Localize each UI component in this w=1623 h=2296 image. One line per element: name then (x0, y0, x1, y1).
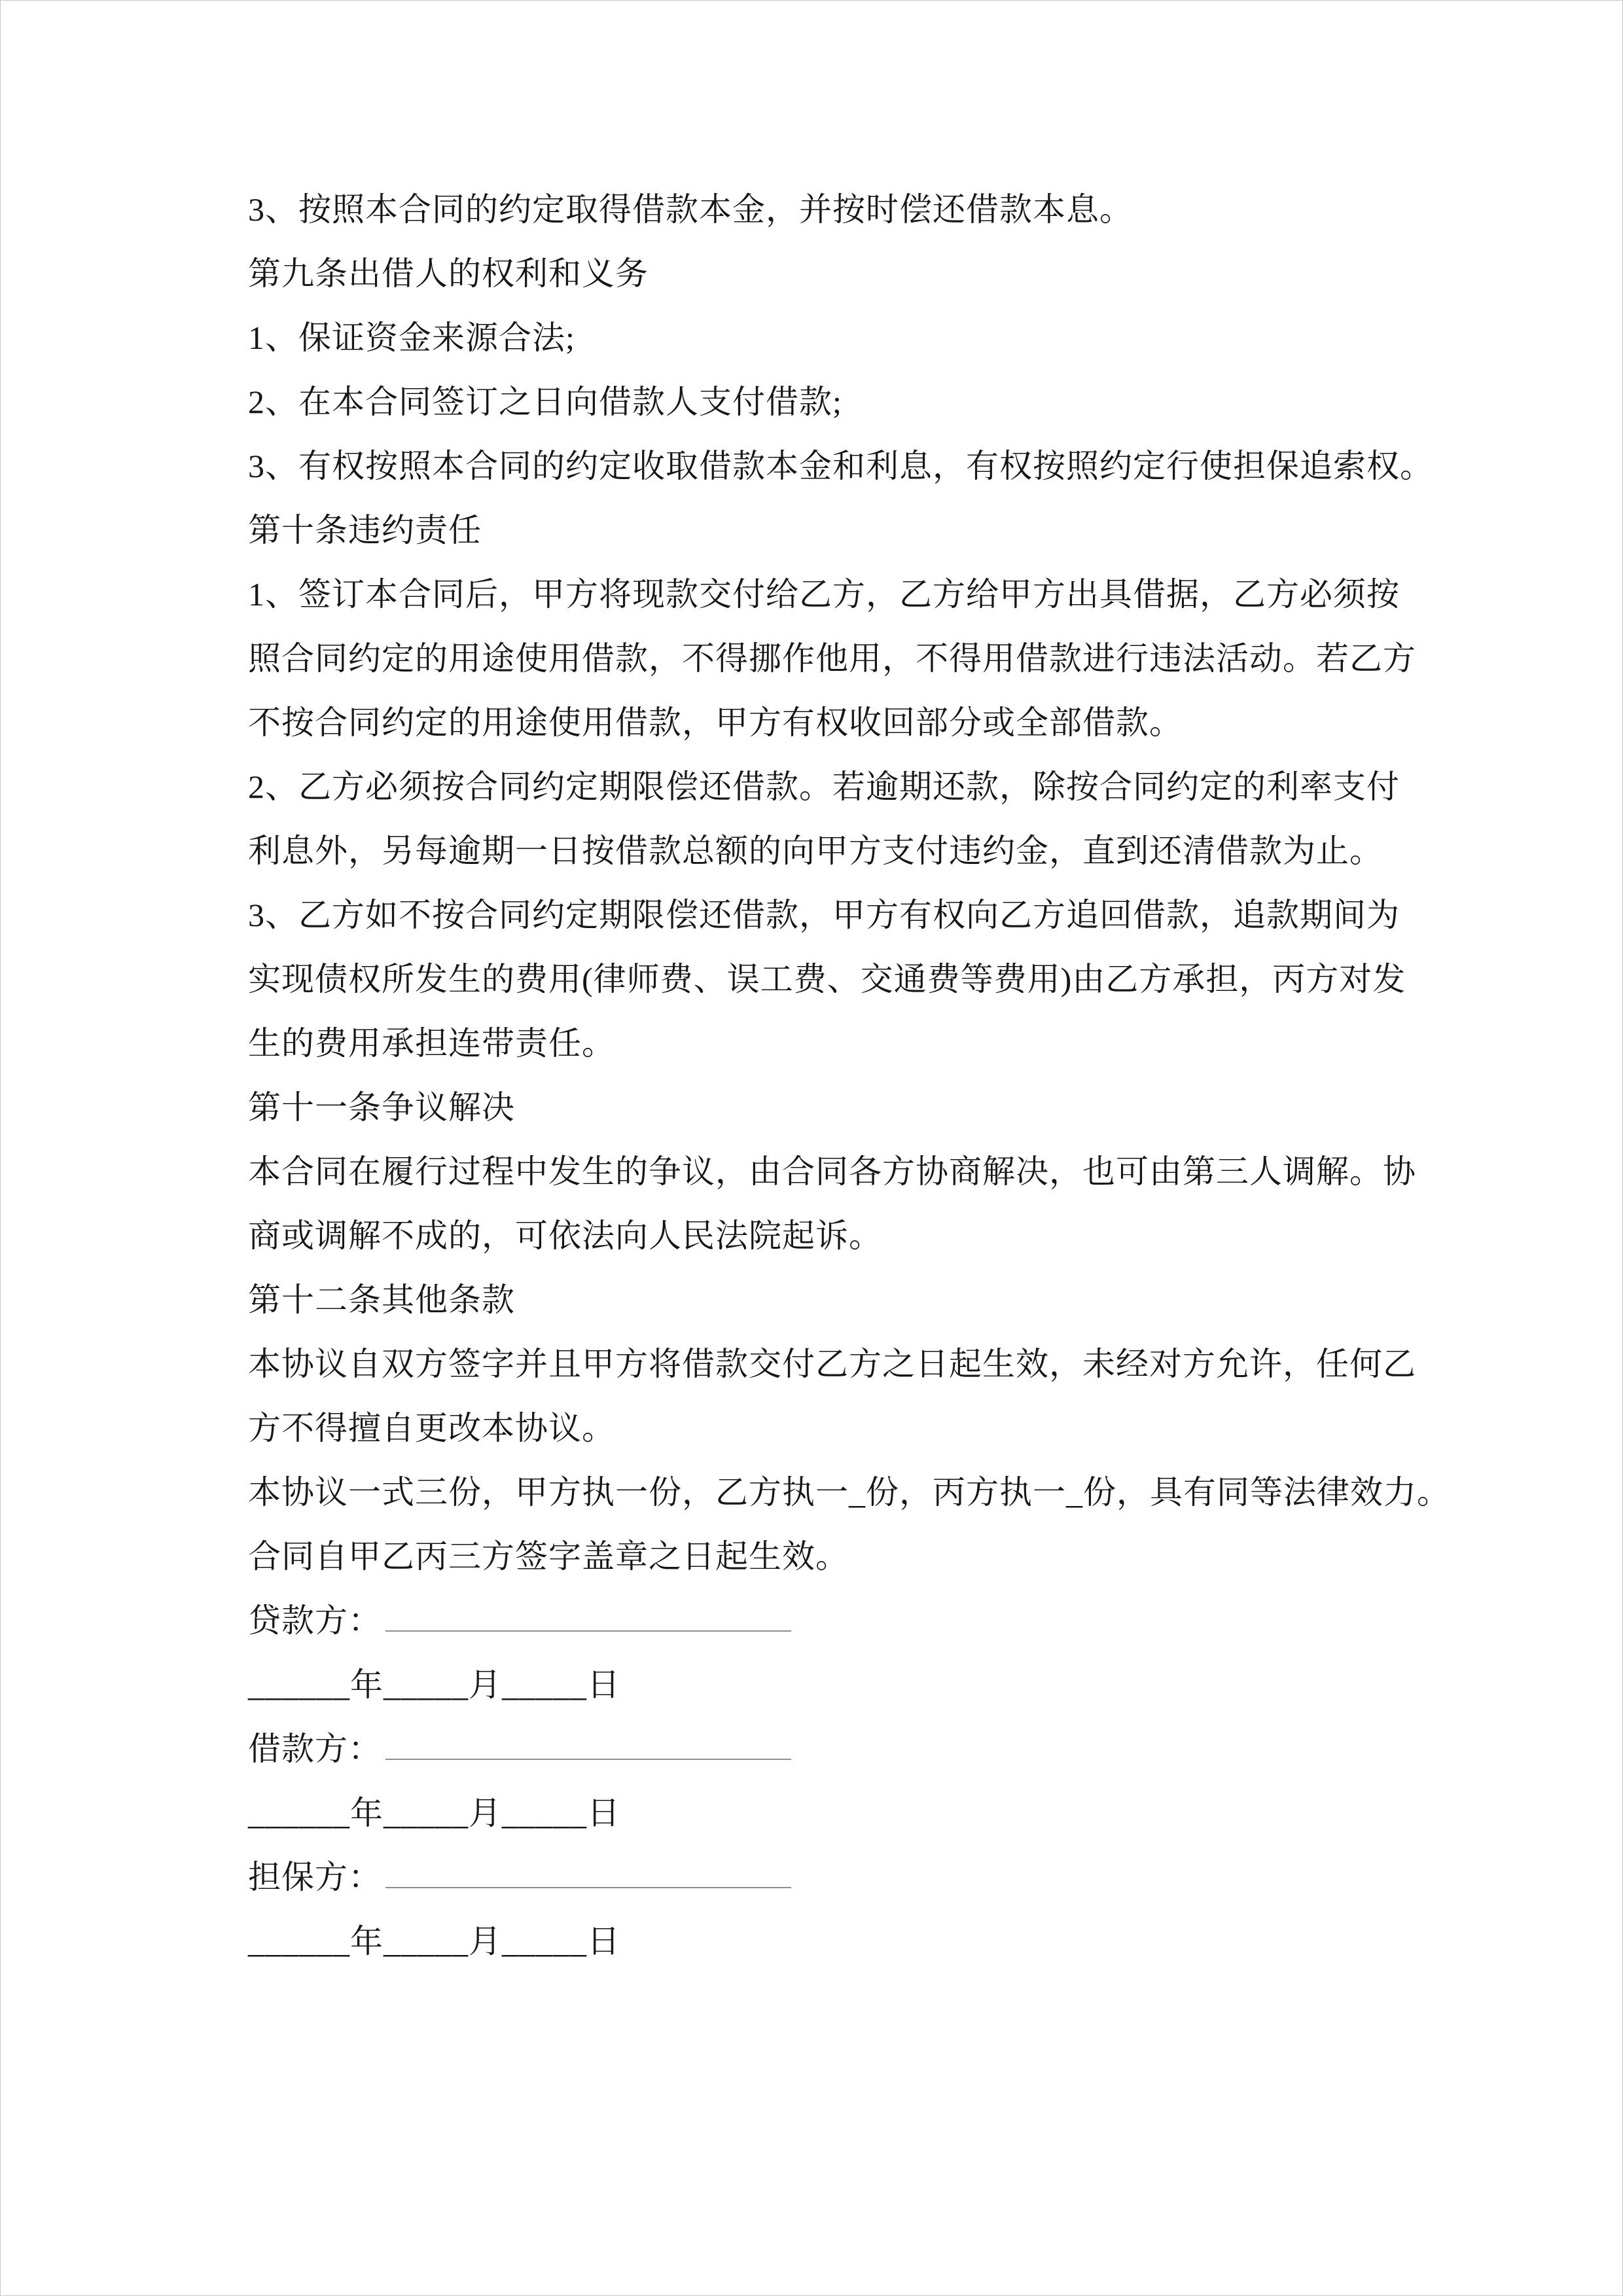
signature-line-lender (248, 1588, 1426, 1653)
date-line: ______年_____月_____日 (248, 1923, 620, 1960)
signature-underline (385, 1592, 791, 1632)
section-heading: 第十二条其他条款 (248, 1282, 515, 1318)
text-line: 本协议一式三份，甲方执一份，乙方执一_份，丙方执一_份，具有同等法律效力。 (248, 1474, 1450, 1511)
section-heading: 第十一条争议解决 (248, 1089, 515, 1126)
signature-line-guarantor (248, 1845, 1426, 1909)
text-line: 利息外，另每逾期一日按借款总额的向甲方支付违约金，直到还清借款为止。 (248, 833, 1383, 869)
text-line: 商或调解不成的，可依法向人民法院起诉。 (248, 1217, 882, 1254)
text-line: 2、乙方必须按合同约定期限偿还借款。若逾期还款，除按合同约定的利率支付 (248, 768, 1400, 805)
signature-underline (385, 1849, 791, 1888)
text-line: 不按合同约定的用途使用借款，甲方有权收回部分或全部借款。 (248, 704, 1183, 741)
date-line: ______年_____月_____日 (248, 1666, 620, 1703)
signature-underline (385, 1721, 791, 1760)
signature-line-borrower (248, 1717, 1426, 1781)
text-line: 3、有权按照本合同的约定收取借款本金和利息，有权按照约定行使担保追索权。 (248, 448, 1433, 484)
text-line: 本合同在履行过程中发生的争议，由合同各方协商解决，也可由第三人调解。协 (248, 1153, 1416, 1190)
section-heading: 第十条违约责任 (248, 512, 482, 548)
signature-label: 贷款方： (248, 1602, 382, 1639)
text-line: 方不得擅自更改本协议。 (248, 1410, 615, 1446)
date-line: ______年_____月_____日 (248, 1795, 620, 1831)
section-heading: 第九条出借人的权利和义务 (248, 255, 649, 292)
text-line: 1、保证资金来源合法; (248, 319, 575, 356)
text-line: 1、签订本合同后，甲方将现款交付给乙方，乙方给甲方出具借据，乙方必须按 (248, 576, 1400, 613)
text-line: 照合同约定的用途使用借款，不得挪作他用，不得用借款进行违法活动。若乙方 (248, 640, 1416, 677)
text-line: 3、乙方如不按合同约定期限偿还借款，甲方有权向乙方追回借款，追款期间为 (248, 897, 1400, 933)
text-line: 2、在本合同签订之日向借款人支付借款; (248, 384, 842, 420)
text-line: 3、按照本合同的约定取得借款本金，并按时偿还借款本息。 (248, 191, 1133, 228)
text-line: 合同自甲乙丙三方签字盖章之日起生效。 (248, 1538, 849, 1575)
text-line: 生的费用承担连带责任。 (248, 1025, 615, 1062)
text-line: 实现债权所发生的费用(律师费、误工费、交通费等费用)由乙方承担，丙方对发 (248, 961, 1406, 997)
signature-label: 担保方： (248, 1859, 382, 1895)
document-body (248, 177, 1450, 1973)
text-line: 本协议自双方签字并且甲方将借款交付乙方之日起生效，未经对方允许，任何乙 (248, 1346, 1416, 1382)
signature-label: 借款方： (248, 1731, 382, 1767)
